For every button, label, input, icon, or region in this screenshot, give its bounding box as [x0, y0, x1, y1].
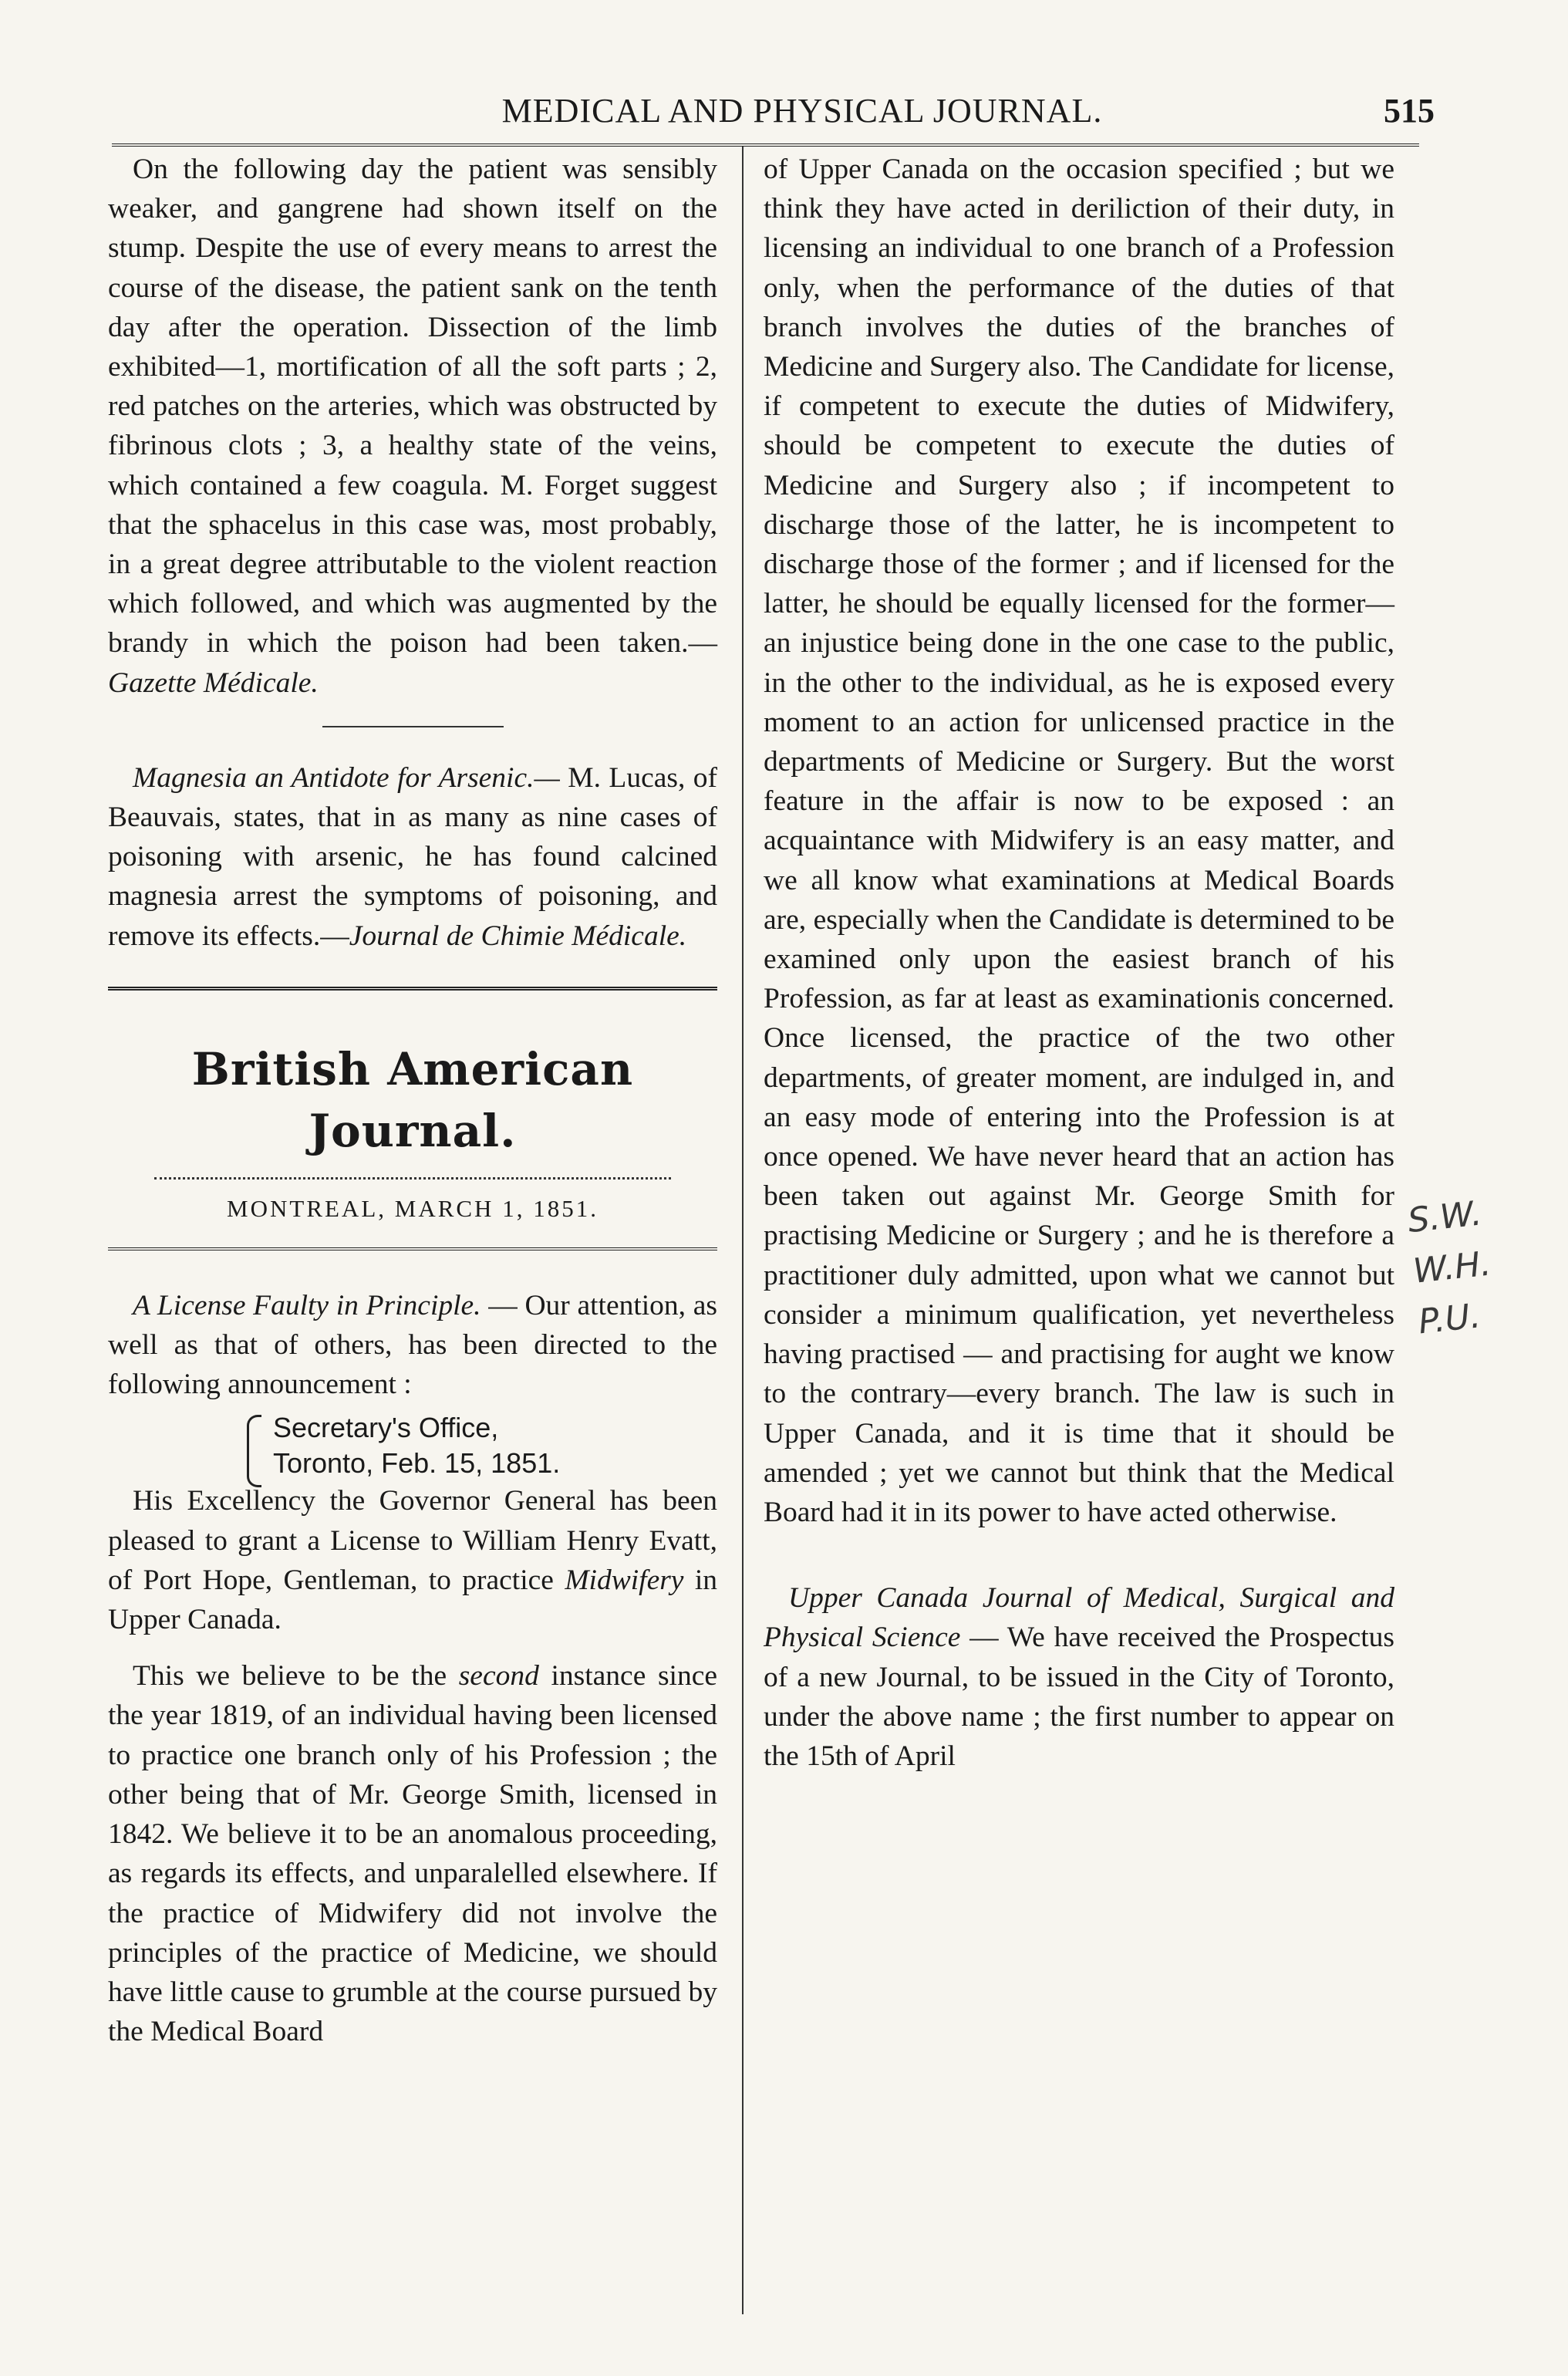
article-paragraph	[108, 150, 717, 703]
marginalia-line: P.U.	[1416, 1296, 1483, 1342]
announcement-intro: — Our attention, as well as that of others, has been directed to the following announcement :	[108, 1289, 717, 1401]
article-paragraph	[108, 1286, 717, 1405]
article-paragraph	[108, 758, 717, 956]
emphasis: second	[458, 1660, 539, 1693]
article-title: A License Faulty in Principle.	[133, 1289, 481, 1321]
emphasis: Midwifery	[565, 1564, 684, 1596]
left-column	[108, 150, 717, 2051]
notice-office: Secretary's Office,	[273, 1412, 499, 1444]
marginalia-line: S.W.	[1405, 1193, 1484, 1241]
section-double-rule	[108, 987, 717, 991]
page-number: 515	[1384, 92, 1435, 130]
article-paragraph	[108, 1656, 717, 2051]
section-rule	[322, 726, 504, 727]
article-title: Magnesia an Antidote for Arsenic.—	[133, 761, 560, 794]
running-head	[93, 91, 1435, 137]
instance-text-end: instance since the year 1819, of an individual having been licensed to practice one branch only of his Profession ; the other being that of Mr. George Smith, licensed in 1842. We believe it to be an anomalous proceeding, as regards its effects, and unparalelled elsewhere. If the practice of Midwifery did not involve the principles of the practice of Medicine, we should have little cause to grumble at the course pursued by the Medical Board	[108, 1660, 717, 2048]
handwritten-marginalia	[1405, 1181, 1567, 1348]
article-title: Upper Canada Journal of Medical, Surgical and Physical Science	[764, 1582, 1394, 1654]
dateline: MONTREAL, MARCH 1, 1851.	[227, 1194, 599, 1222]
magnesia-text: M. Lucas, of Beauvais, states, that in as many as nine cases of poisoning with arsenic, he has found calcined magnesia arrest the symptoms of poisoning, and remove its effects.—	[108, 761, 717, 952]
column-divider	[742, 147, 744, 2314]
instance-text: This we believe to be the	[133, 1660, 459, 1693]
source-citation: Gazette Médicale.	[108, 667, 319, 699]
license-text: His Excellency the Governor General has been pleased to grant a License to William Henry Evatt, of Port Hope, Gentleman, to practice	[108, 1485, 717, 1596]
article-paragraph	[108, 1481, 717, 1639]
prospectus-text: — We have received the Prospectus of a new Journal, to be issued in the City of Toronto, under the above name ; the first number to appear on the 15th of April	[764, 1622, 1394, 1772]
brace-icon	[247, 1415, 261, 1487]
source-citation: Journal de Chimie Médicale.	[349, 920, 687, 952]
journal-title: British American Journal.	[191, 1042, 634, 1157]
right-column	[764, 150, 1394, 1776]
license-text-end: in Upper Canada.	[108, 1564, 717, 1636]
article-paragraph: of Upper Canada on the occasion specified ; but we think they have acted in deriliction of their duty, in licensing an individual to one branch of a Profession only, when the performance of the duties of that branch involves the duties of the branches of Medicine and Surgery also. The Candidate for license, if competent to execute the duties of Midwifery, should be competent to execute the duties of Medicine and Surgery also ; if incompetent to discharge those of the latter, he is incompetent to discharge those of the former ; and if licensed for the latter, he should be equally licensed for the former—an injustice being done in the one case to the public, in the other to the individual, as he is exposed every moment to an action for unlicensed practice in the departments of Medicine or Surgery. But the worst feature in the affair is now to be exposed : an acquaintance with Midwifery is an easy matter, and we all know what examinations at Medical Boards are, especially when the Candidate is determined to be examined only upon the easiest branch of his Profession, as far at least as examinationis concerned. Once licensed, the practice of the two other departments, of greater moment, are indulged in, and an easy mode of entering into the Profession is at once opened. We have never heard that an action has been taken out against Mr. George Smith for practising Medicine or Surgery ; and he is therefore a practitioner duly admitted, upon what we cannot but consider a minimum qualification, yet nevertheless having practised — and practising for aught we know to the contrary—every branch. The law is such in Upper Canada, and it is time that it should be amended ; yet we cannot but think that the Medical Board had it in its power to have acted otherwise.	[764, 154, 1394, 1528]
header-rule	[112, 143, 1419, 147]
marginalia-line: W.H.	[1411, 1244, 1493, 1291]
gangrene-case-text: On the following day the patient was sensibly weaker, and gangrene had shown itself on the stump. Despite the use of every means to arrest the course of the disease, the patient sank on the tenth day after the operation. Dissection of the limb exhibited—1, mortification of all the soft parts ; 2, red patches on the arteries, which was obstructed by fibrinous clots ; 3, a healthy state of the veins, which contained a few coagula. M. Forget suggest that the sphacelus in this case was, most probably, in a great degree attributable to the violent reaction which followed, and which was augmented by the brandy in which the poison had been taken.—	[108, 154, 717, 660]
running-head-title: MEDICAL AND PHYSICAL JOURNAL.	[501, 92, 1103, 130]
ornamental-rule	[154, 1177, 671, 1180]
notice-block	[247, 1410, 717, 1481]
notice-date: Toronto, Feb. 15, 1851.	[273, 1447, 561, 1480]
article-paragraph	[764, 1578, 1394, 1776]
